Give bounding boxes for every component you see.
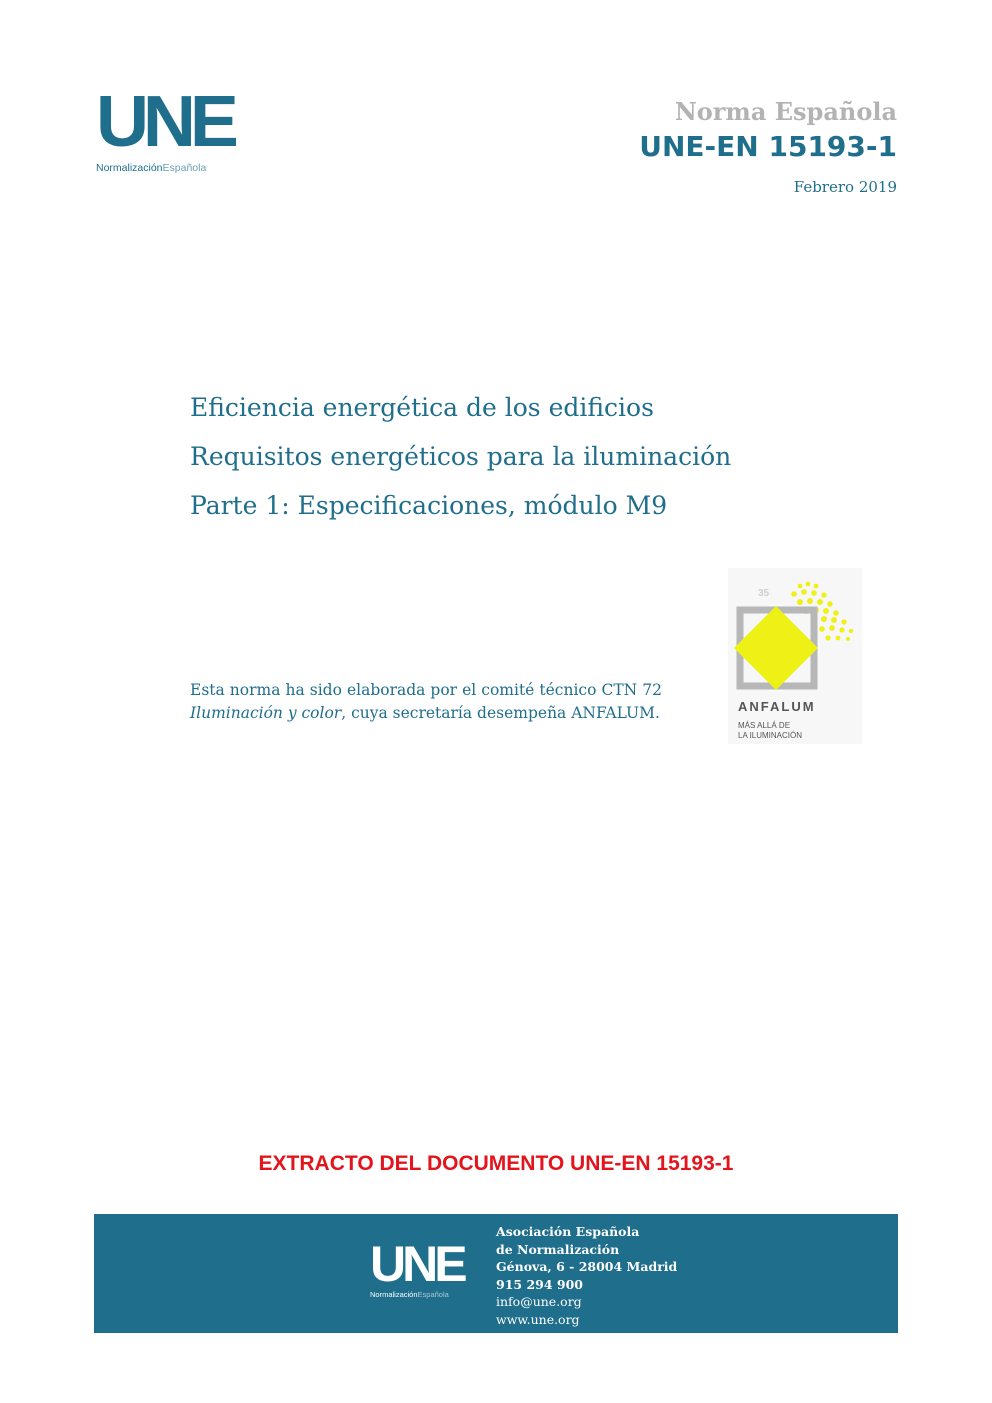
document-header bbox=[639, 96, 897, 196]
une-tag-espanola: Española bbox=[162, 162, 207, 174]
une-logo bbox=[96, 82, 246, 176]
standard-date: Febrero 2019 bbox=[793, 178, 897, 196]
une-logo-tagline bbox=[96, 162, 246, 174]
org-web-link[interactable]: www.une.org bbox=[496, 1311, 580, 1327]
title-line-2: Requisitos energéticos para la iluminación bbox=[190, 442, 732, 471]
description-text-2: , cuya secretaría desempeña ANFALUM. bbox=[341, 704, 660, 722]
footer-tag-espanola: Española bbox=[417, 1290, 449, 1299]
standard-code: UNE-EN 15193-1 bbox=[639, 130, 897, 163]
description-text-1: Esta norma ha sido elaborada por el comité técnico CTN 72 bbox=[190, 681, 662, 699]
committee-description bbox=[190, 679, 662, 725]
anfalum-logo bbox=[728, 568, 862, 744]
anfalum-name: ANFALUM bbox=[738, 699, 816, 714]
org-name-1: Asociación Española bbox=[496, 1224, 640, 1239]
extract-notice: EXTRACTO DEL DOCUMENTO UNE-EN 15193-1 bbox=[258, 1152, 734, 1175]
standard-kind: Norma Española bbox=[674, 97, 897, 126]
une-logo-mark: UNE bbox=[96, 82, 233, 162]
org-phone: 915 294 900 bbox=[496, 1276, 583, 1292]
footer-une-logo bbox=[370, 1236, 464, 1299]
anfalum-slogan-1: MÁS ALLÁ DE bbox=[738, 721, 791, 730]
title-line-3: Parte 1: Especificaciones, módulo M9 bbox=[190, 491, 668, 520]
svg-text:35: 35 bbox=[758, 588, 770, 599]
footer-band bbox=[94, 1214, 898, 1333]
footer-tag-normalizacion: Normalización bbox=[370, 1290, 418, 1299]
org-name-2: de Normalización bbox=[496, 1241, 620, 1257]
anfalum-slogan-2: LA ILUMINACIÓN bbox=[738, 731, 803, 740]
footer-address bbox=[496, 1223, 677, 1328]
org-email-link[interactable]: info@une.org bbox=[496, 1294, 582, 1309]
anfalum-emblem-icon bbox=[728, 568, 862, 744]
org-address: Génova, 6 - 28004 Madrid bbox=[496, 1259, 678, 1274]
committee-name: Iluminación y color bbox=[190, 704, 342, 722]
title-line-1: Eficiencia energética de los edificios bbox=[190, 393, 654, 422]
document-titles bbox=[190, 383, 731, 530]
une-tag-normalizacion: Normalización bbox=[96, 162, 163, 174]
footer-logo-mark: UNE bbox=[370, 1236, 464, 1292]
